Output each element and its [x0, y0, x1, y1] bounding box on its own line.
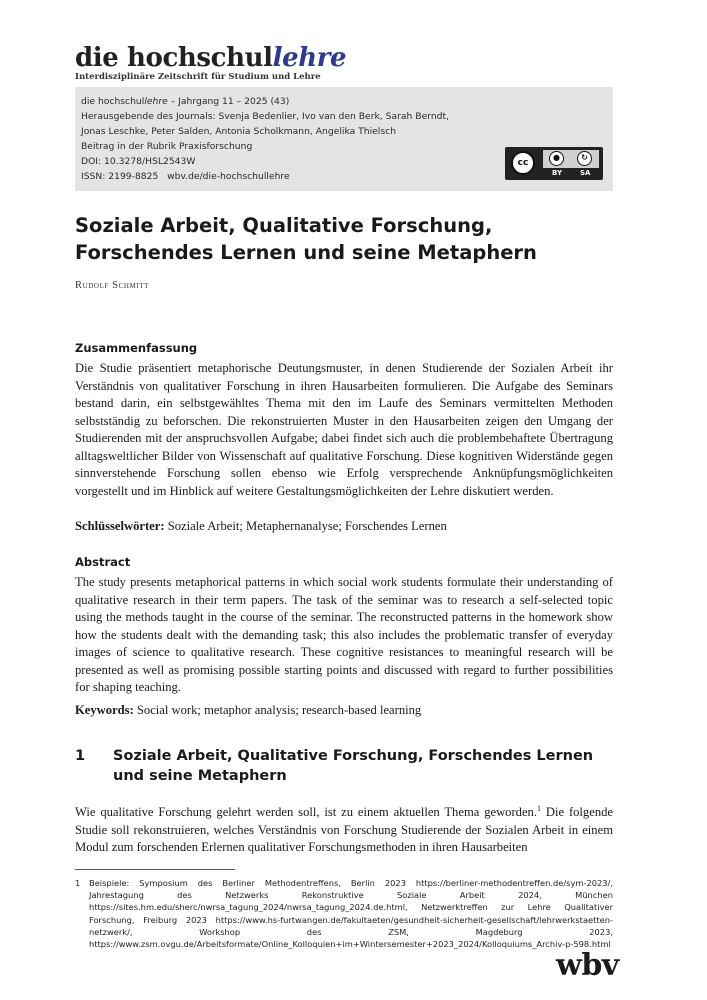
footnote-number: 1: [75, 878, 81, 888]
abstract-heading: Abstract: [75, 555, 131, 569]
footnote-divider: [75, 869, 235, 870]
journal-title: die hochschullehre: [75, 43, 347, 73]
editors-line: Herausgebende des Journals: Svenja Bedenlier, Ivo van den Berk, Sarah Berndt,: [81, 111, 450, 123]
article-author: Rudolf Schmitt: [75, 280, 150, 291]
footnote-text: Beispiele: Symposium des Berliner Methodentreffens, Berlin 2023 https://berliner-methodentreffen.de/sym-2023/, Jahrestagung des Netzwerks Rekonstruktive Soziale Arbeit 2024, München https://sites.hm.edu/sherc/nwrsa_tagung_2024/nwrsa_tagung_2024.de.html, Netzwerktreffen zur Lehre Qualitativer Forschung, Freiburg 2023 https://www.hs-furtwangen.de/fakultaeten/gesundheit-sicherheit-gesellschaft/lehrwerkstaetten-netzwerk/, Workshop des ZSM, Magdeburg 2023, https://www.zsm.ovgu.de/Arbeitsformate/Online_Kolloquien+im+Wintersemester+2023_2024/Kolloquiums_Archiv-p-598.html: [89, 878, 613, 950]
share-alike-icon: ↻: [577, 151, 592, 166]
section-number: 1: [75, 748, 86, 764]
footnote-ref[interactable]: 1: [537, 804, 542, 813]
section-body-text: Wie qualitative Forschung gelehrt werden soll, ist zu einem aktuellen Thema geworden.$^1$ Die folgende Studie soll rekonstruieren, welches Verständnis von Forschung Studierende der Sozialen Arbeit in einem Modul zum forschenden Erlernen qualitativer Forschungsmethoden in ihren Hausarbeiten: [75, 804, 614, 855]
journal-volume-line: die hochschullehre – Jahrgang 11 – 2025 (43): [81, 96, 290, 107]
keywords-line: Keywords: Social work; metaphor analysis; research-based learning: [75, 703, 422, 717]
cc-icon: cc: [511, 151, 535, 175]
section-title: Soziale Arbeit, Qualitative Forschung, Forschendes Lernen und seine Metaphern: [113, 748, 594, 784]
attribution-icon: ●: [549, 151, 564, 166]
cc-license-badge: [505, 147, 603, 180]
zusammenfassung-text: Die Studie präsentiert metaphorische Deutungsmuster, in denen Studierende der Sozialen Arbeit ihr Verständnis von qualitativer Forschung in ihren Hausarbeiten formulieren. Die Aufgabe des Seminars bestand darin, ein selbstgewähltes Thema mit den im Laufe des Seminars vermittelten Methoden selbstständig zu beforschen. Die rekonstruierten Muster in den Hausarbeiten zeigen den Umgang der Studierenden mit der anspruchsvollen Aufgabe; dabei findet sich auch die problembehaftete Übertragung alltagsweltlicher Bilder von Wissenschaft auf qualitative Forschung. Diese kognitiven Widerstände gegen sinnverstehende Forschung sollen ebenso wie Erfolg versprechende Anknüpfungsmöglichkeiten vorgestellt und im Hinblick auf weitere Gestaltungsmöglichkeiten der Lehre diskutiert werden.: [75, 361, 613, 498]
doi-line: DOI: 10.3278/HSL2543W: [81, 156, 196, 168]
article-info-box: [75, 87, 613, 191]
section-line: Beitrag in der Rubrik Praxisforschung: [81, 141, 253, 153]
article-title: Soziale Arbeit, Qualitative Forschung, Forschendes Lernen und seine Metaphern: [75, 214, 537, 264]
zusammenfassung-heading: Zusammenfassung: [75, 341, 198, 355]
by-label: BY: [552, 169, 563, 177]
editors-line-2: Jonas Leschke, Peter Salden, Antonia Scholkmann, Angelika Thielsch: [81, 126, 397, 138]
sa-label: SA: [580, 169, 591, 177]
schluesselwoerter-line: Schlüsselwörter: Soziale Arbeit; Metaphernanalyse; Forschendes Lernen: [75, 519, 447, 533]
license-icons-panel: [543, 150, 599, 168]
journal-header: [75, 44, 635, 82]
issn-line: ISSN: 2199-8825 wbv.de/die-hochschullehre: [81, 171, 290, 183]
publisher-logo: wbv: [556, 948, 619, 983]
abstract-text: The study presents metaphorical patterns in which social work students formulate their understanding of qualitative research in their term papers. The task of the seminar was to research a self-selected topic using the methods taught in the course of the seminar. The reconstructed patterns in the homework show how the students dealt with the demanding task; this also includes the problematic transfer of everyday images of science to qualitative research. These cognitive resistances to meaningful research will be presented as well as promising possible starting points and discussed with regard to further possibilities for shaping teaching.: [75, 575, 613, 694]
journal-subtitle: Interdisziplinäre Zeitschrift für Studium und Lehre: [75, 72, 321, 82]
